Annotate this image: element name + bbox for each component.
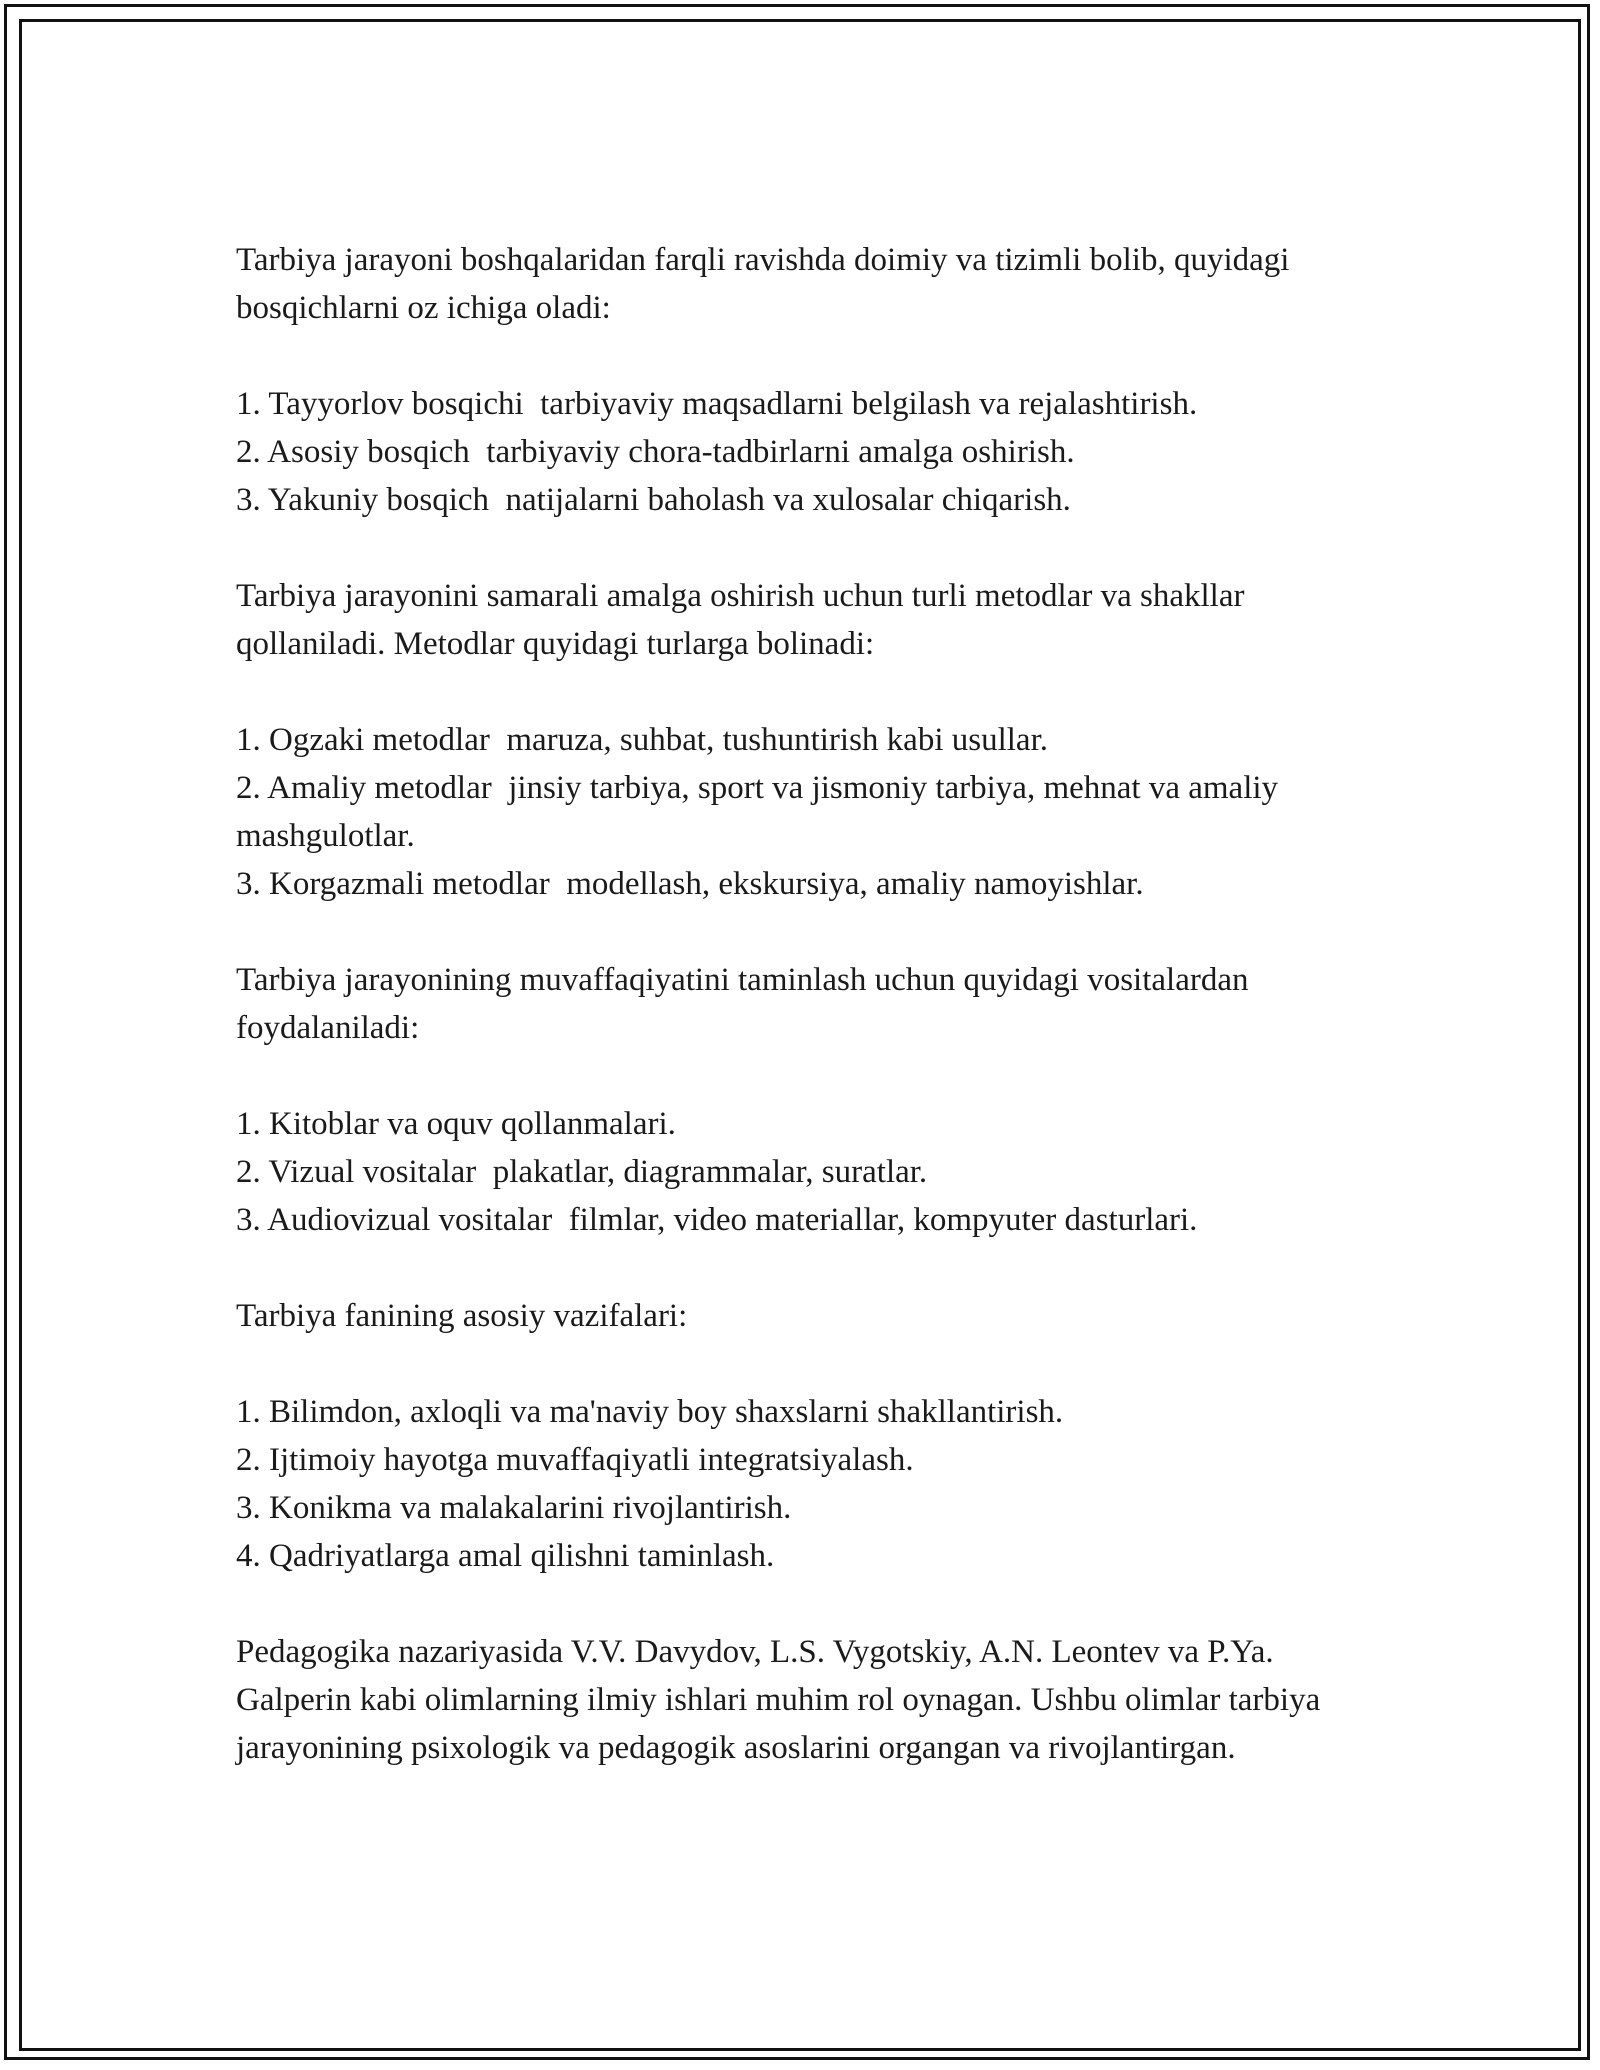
tasks-heading: Tarbiya fanining asosiy vazifalari: [236, 1298, 688, 1334]
list-item: 2. Asosiy bosqich tarbiyaviy chora-tadbirlarni amalga oshirish. [236, 434, 1075, 470]
tasks-list [236, 1388, 1386, 1580]
list-item: 4. Qadriyatlarga amal qilishni taminlash. [236, 1538, 775, 1574]
list-item: 2. Vizual vositalar plakatlar, diagrammalar, suratlar. [236, 1154, 928, 1190]
list-item: 3. Audiovizual vositalar filmlar, video materiallar, kompyuter dasturlari. [236, 1202, 1198, 1238]
closing-paragraph: Pedagogika nazariyasida V.V. Davydov, L.S. Vygotskiy, A.N. Leontev va P.Ya. Galperin kabi olimlarning ilmiy ishlari muhim rol oynagan. Ushbu olimlar tarbiya jarayonining psixologik va pedagogik asoslarini organgan va rivojlantirgan. [236, 1634, 1321, 1766]
list-item: 3. Konikma va malakalarini rivojlantirish. [236, 1490, 792, 1526]
list-item: 1. Bilimdon, axloqli va ma'naviy boy shaxslarni shakllantirish. [236, 1394, 1064, 1430]
list-item: 1. Ogzaki metodlar maruza, suhbat, tushuntirish kabi usullar. [236, 722, 1048, 758]
list-item: 3. Yakuniy bosqich natijalarni baholash va xulosalar chiqarish. [236, 482, 1071, 518]
stages-list [236, 380, 1386, 524]
tools-paragraph: Tarbiya jarayonining muvaffaqiyatini taminlash uchun quyidagi vositalardan foydalaniladi: [236, 962, 1249, 1046]
tools-list [236, 1100, 1386, 1244]
list-item: 1. Kitoblar va oquv qollanmalari. [236, 1106, 676, 1142]
list-item: 1. Tayyorlov bosqichi tarbiyaviy maqsadlarni belgilash va rejalashtirish. [236, 386, 1198, 422]
list-item: 3. Korgazmali metodlar modellash, ekskursiya, amaliy namoyishlar. [236, 866, 1144, 902]
methods-list [236, 716, 1386, 908]
methods-paragraph: Tarbiya jarayonini samarali amalga oshirish uchun turli metodlar va shakllar qollaniladi. Metodlar quyidagi turlarga bolinadi: [236, 578, 1245, 662]
intro-paragraph: Tarbiya jarayoni boshqalaridan farqli ravishda doimiy va tizimli bolib, quyidagi bosqichlarni oz ichiga oladi: [236, 242, 1290, 326]
list-item: 2. Amaliy metodlar jinsiy tarbiya, sport va jismoniy tarbiya, mehnat va amaliy mashgulotlar. [236, 770, 1287, 854]
list-item: 2. Ijtimoiy hayotga muvaffaqiyatli integratsiyalash. [236, 1442, 914, 1478]
document-body [236, 236, 1386, 1772]
